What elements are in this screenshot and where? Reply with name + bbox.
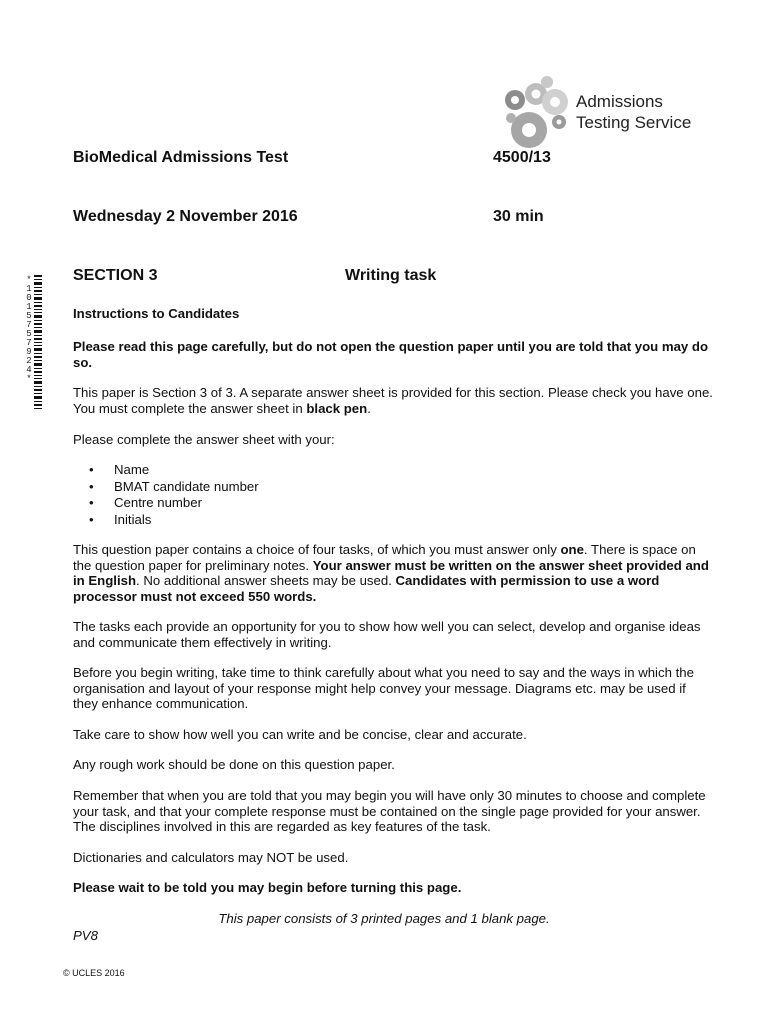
details-list [73, 462, 713, 528]
barcode-digit: 9 [26, 347, 32, 357]
paragraph-wait: Please wait to be told you may begin before turning this page. [73, 880, 462, 895]
barcode-digit: 4 [26, 365, 32, 375]
exam-date: Wednesday 2 November 2016 [73, 208, 298, 225]
barcode-digit: * [26, 275, 32, 285]
text-fragment: . [367, 400, 371, 416]
pages-note: This paper consists of 3 printed pages and 1 blank page. [218, 911, 550, 926]
paragraph-dictionaries: Dictionaries and calculators may NOT be used. [73, 850, 349, 865]
logo-text [576, 91, 691, 133]
barcode-digit: 5 [26, 311, 32, 321]
paragraph-remember: Remember that when you are told that you may begin you will have only 30 minutes to choose and complete your task, and that your complete response must be contained on the single page provided for your answer. The disciplines involved in this are regarded as key features of the task. [73, 788, 706, 834]
barcode-digit: 0 [26, 293, 32, 303]
section-label: SECTION 3 [73, 267, 158, 284]
barcode-digit: 1 [26, 302, 32, 312]
barcode-digit: 5 [26, 329, 32, 339]
text-fragment: This paper is Section 3 of 3. A separate answer sheet is provided for this section. Please check you have one. You must complete the answer sheet in [73, 385, 713, 416]
list-item: • BMAT candidate number [73, 479, 713, 496]
text-emphasis: black pen [306, 400, 368, 416]
barcode-digit: 7 [26, 320, 32, 330]
exam-duration: 30 min [493, 208, 544, 225]
barcode-digit: * [26, 374, 32, 384]
paragraph-rough-work: Any rough work should be done on this question paper. [73, 757, 395, 772]
paragraph-complete: Please complete the answer sheet with your: [73, 432, 335, 447]
logo-line-1: Admissions [576, 92, 663, 111]
barcode-digit: 7 [26, 338, 32, 348]
text-fragment: This question paper contains a choice of four tasks, of which you must answer only [73, 542, 561, 557]
barcode-digit: 2 [26, 356, 32, 366]
paragraph-before-writing: Before you begin writing, take time to think carefully about what you need to say and the ways in which the organisation and layout of your response might help convey your message. Diagrams etc. may be used if they enhance communication. [73, 665, 694, 711]
paragraph-tasks [73, 542, 713, 604]
text-fragment: . No additional answer sheets may be used. [136, 573, 396, 588]
text-fragment: . There is space on the question paper for preliminary notes. [73, 542, 696, 573]
instructions-heading: Instructions to Candidates [73, 306, 240, 321]
paragraph-opportunity: The tasks each provide an opportunity for you to show how well you can select, develop and organise ideas and communicate them effectively in writing. [73, 619, 701, 650]
paragraph-take-care: Take care to show how well you can write and be concise, clear and accurate. [73, 727, 527, 742]
test-title: BioMedical Admissions Test [73, 149, 289, 166]
ats-logo-icon [503, 74, 578, 152]
text-emphasis: one [560, 542, 584, 557]
logo-line-2: Testing Service [576, 113, 692, 132]
barcode-digits [25, 276, 33, 384]
task-label: Writing task [345, 267, 437, 284]
paragraph-answer-sheet [73, 385, 713, 416]
intro-paragraph: Please read this page carefully, but do not open the question paper until you are told that you may do so. [73, 339, 709, 370]
list-item: • Initials [73, 512, 713, 529]
paper-code: 4500/13 [493, 149, 551, 166]
list-item: • Centre number [73, 495, 713, 512]
barcode-digit: 1 [26, 284, 32, 294]
copyright: © UCLES 2016 [63, 968, 125, 978]
text-emphasis: Your answer must be written on the answer sheet provided and in English [73, 557, 709, 588]
pv-code: PV8 [73, 928, 98, 943]
text-emphasis: Candidates with permission to use a word processor must not exceed 550 words. [73, 573, 660, 604]
list-item: • Name [73, 462, 713, 479]
